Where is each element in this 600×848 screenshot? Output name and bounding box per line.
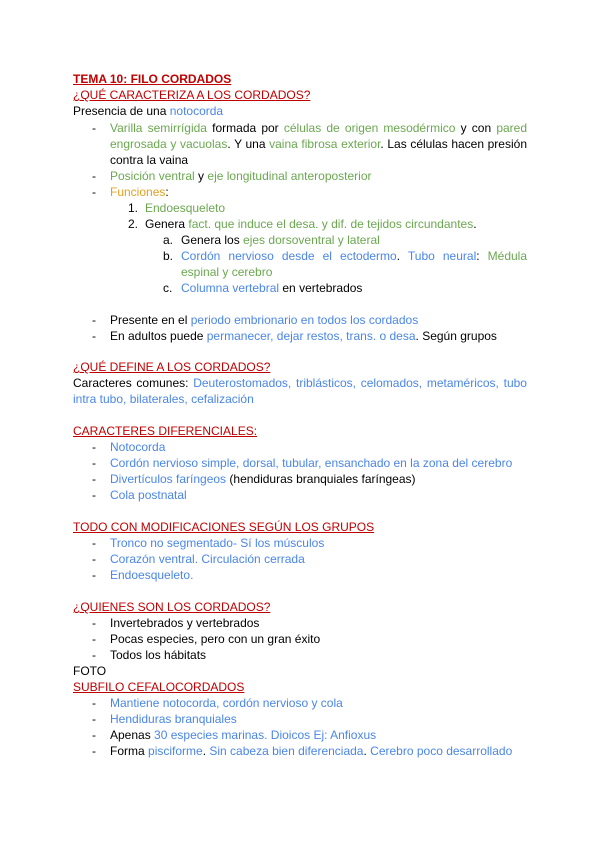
item-notocorda: Notocorda [110,440,166,454]
dash-bullet: - [92,696,96,710]
item-apenas: Apenas 30 especies marinas. Dioicos Ej: Anfioxus [110,728,377,742]
dash-bullet: - [92,648,96,662]
number-1: 1. [128,201,139,215]
number-2: 2. [128,217,139,231]
dash-bullet: - [92,744,96,758]
item-tronco: Tronco no segmentado- Sí los músculos [110,536,325,550]
dash-bullet: - [92,329,96,343]
item-columna: Columna vertebral en vertebrados [181,281,363,295]
item-endoesqueleto-2: Endoesqueleto. [110,568,194,582]
dash-bullet: - [92,313,96,327]
item-mantiene: Mantiene notocorda, cordón nervioso y cola [110,696,343,710]
item-hendiduras: Hendiduras branquiales [110,712,237,726]
dash-bullet: - [92,728,96,742]
item-habitats: Todos los hábitats [110,648,207,662]
item-cordon-simple: Cordón nervioso simple, dorsal, tubular, ensanchado en la zona del cerebro [110,456,513,470]
item-diverticulos: Divertículos faríngeos (hendiduras branquiales faríngeas) [110,472,416,486]
letter-a: a. [163,233,174,247]
item-cola: Cola postnatal [110,488,187,502]
dash-bullet: - [92,169,96,183]
dash-bullet: - [92,712,96,726]
dash-bullet: - [92,185,96,199]
page-title: TEMA 10: FILO CORDADOS [73,72,232,86]
dash-bullet: - [92,121,96,135]
heading-quienes: ¿QUIENES SON LOS CORDADOS? [73,600,271,614]
dash-bullet: - [92,536,96,550]
intro-notocorda: Presencia de una notocorda [73,104,224,118]
item-genera-fact: Genera fact. que induce el desa. y dif. de tejidos circundantes. [145,217,477,231]
item-ejes: Genera los ejes dorsoventral y lateral [181,233,380,247]
dash-bullet: - [92,440,96,454]
foto-label: FOTO [73,664,107,678]
dash-bullet: - [92,616,96,630]
item-cordon-nervioso: Cordón nervioso desde el ectodermo. Tubo neural: Médula espinal y cerebro [181,249,528,279]
bullet-funciones: Funciones: [110,185,169,199]
letter-c: c. [163,281,173,295]
heading-que-define: ¿QUÉ DEFINE A LOS CORDADOS? [73,360,271,374]
heading-modificaciones: TODO CON MODIFICACIONES SEGÚN LOS GRUPOS [73,520,375,534]
dash-bullet: - [92,632,96,646]
heading-cefalocordados: SUBFILO CEFALOCORDADOS [73,680,245,694]
letter-b: b. [163,249,174,263]
dash-bullet: - [92,568,96,582]
bullet-presente: Presente en el periodo embrionario en todos los cordados [110,313,419,327]
bullet-adultos: En adultos puede permanecer, dejar restos, trans. o desa. Según grupos [110,329,497,343]
heading-caracteres-diferenciales: CARACTERES DIFERENCIALES: [73,424,258,438]
item-corazon: Corazón ventral. Circulación cerrada [110,552,305,566]
dash-bullet: - [92,552,96,566]
item-forma: Forma pisciforme. Sin cabeza bien diferenciada. Cerebro poco desarrollado [110,744,513,758]
dash-bullet: - [92,472,96,486]
item-endoesqueleto: Endoesqueleto [145,201,226,215]
item-invertebrados: Invertebrados y vertebrados [110,616,260,630]
dash-bullet: - [92,488,96,502]
item-pocas-especies: Pocas especies, pero con un gran éxito [110,632,321,646]
heading-que-caracteriza: ¿QUÉ CARACTERIZA A LOS CORDADOS? [73,88,311,102]
bullet-varilla: Varilla semirrígida formada por células de origen mesodérmico y con pared engrosada y vacuolas. Y una vaina fibrosa exterior. Las células hacen presión contra la vaina [110,121,528,167]
bullet-posicion: Posición ventral y eje longitudinal anteroposterior [110,169,372,183]
dash-bullet: - [92,456,96,470]
caracteres-comunes: Caracteres comunes: Deuterostomados, triblásticos, celomados, metaméricos, tubo intra tubo, bilaterales, cefalización [73,376,527,406]
